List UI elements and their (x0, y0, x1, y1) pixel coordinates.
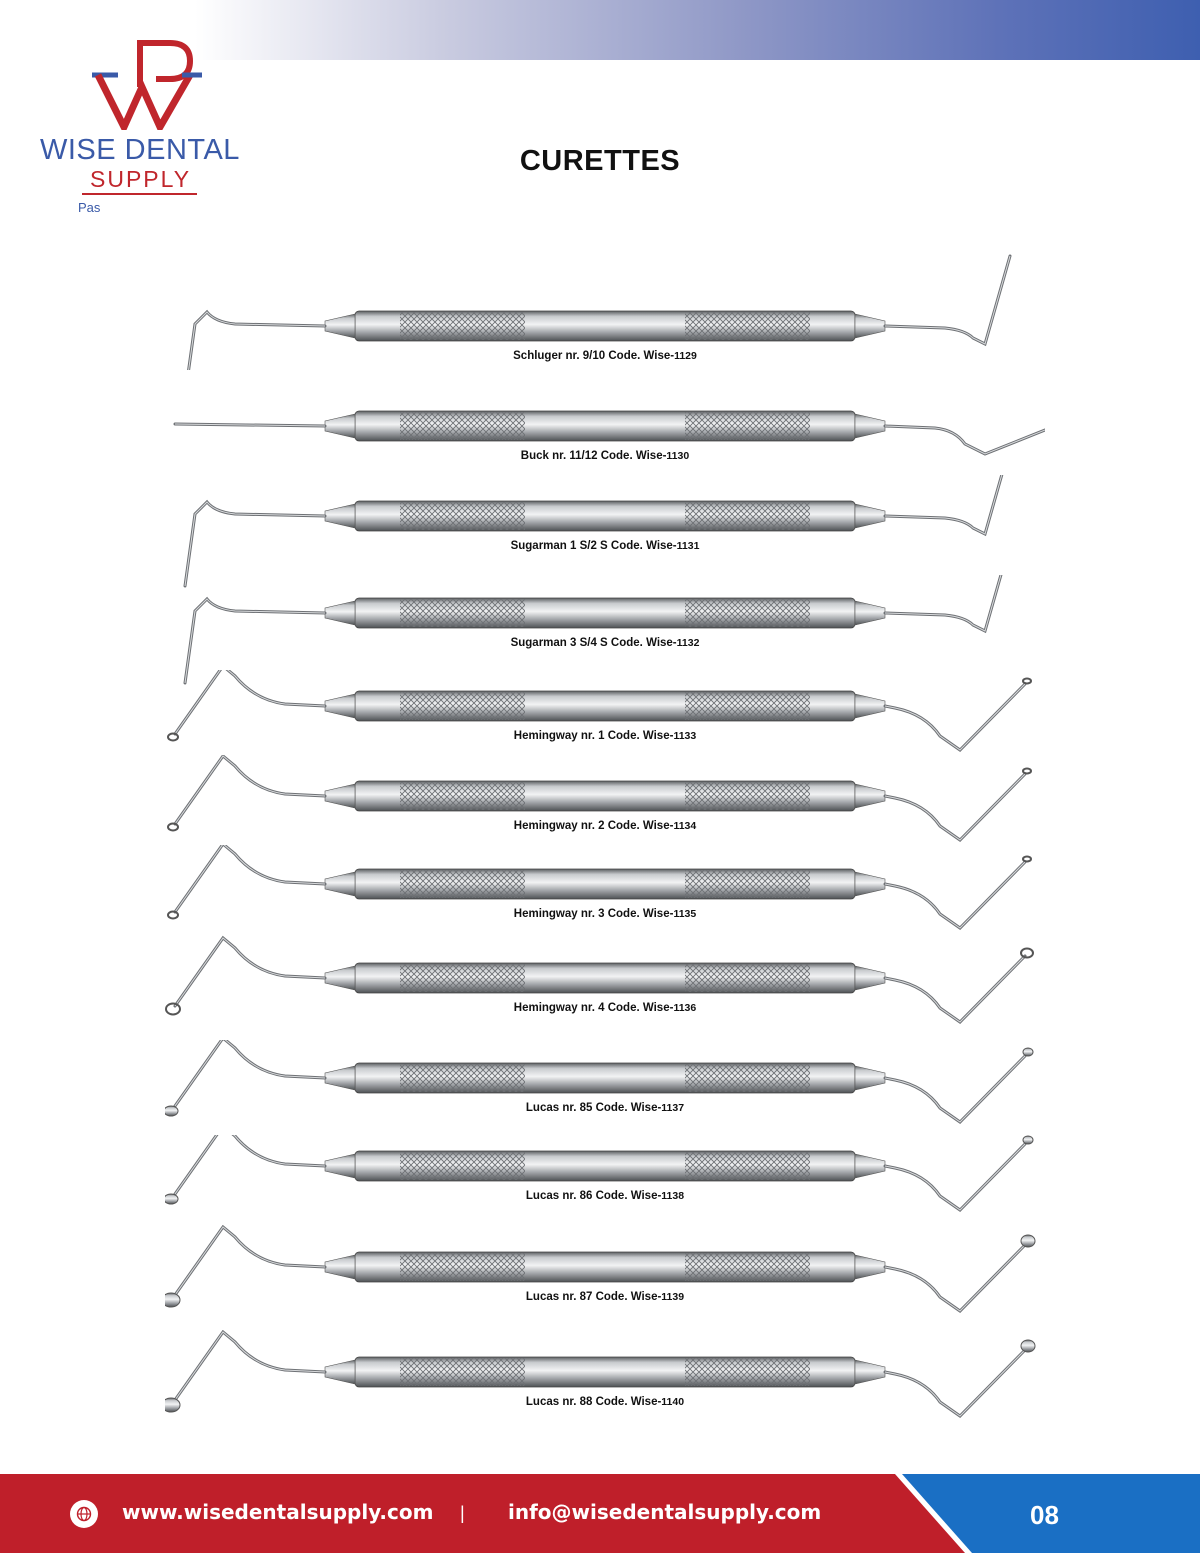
instrument-code: 1138 (661, 1190, 685, 1202)
instrument-label: Hemingway nr. 1 Code. Wise- (513, 730, 674, 742)
instrument-caption (165, 637, 1045, 649)
instrument-code: 1132 (676, 637, 700, 649)
instrument-label: Hemingway nr. 3 Code. Wise- (513, 908, 674, 920)
instrument-caption (165, 1190, 1045, 1202)
instrument-code: 1136 (673, 1002, 697, 1014)
instrument-caption (165, 350, 1045, 362)
instrument-label: Hemingway nr. 4 Code. Wise- (513, 1002, 674, 1014)
instrument-label: Sugarman 3 S/4 S Code. Wise- (510, 637, 677, 649)
instrument-code: 1129 (674, 350, 697, 362)
instrument-caption (165, 540, 1045, 552)
instrument-caption (165, 1002, 1045, 1014)
instrument-label: Buck nr. 11/12 Code. Wise- (520, 450, 667, 462)
instrument-caption (165, 820, 1045, 832)
instrument-caption (165, 908, 1045, 920)
instrument-item (165, 1225, 1045, 1315)
instrument-code: 1131 (676, 540, 700, 552)
instrument-item (165, 755, 1045, 845)
instrument-caption (165, 1102, 1045, 1114)
company-logo (30, 30, 270, 220)
page-title: CURETTES (519, 145, 681, 177)
globe-icon (70, 1500, 98, 1528)
page-number: 08 (1030, 1500, 1059, 1530)
logo-wp-monogram-icon (90, 35, 210, 130)
instrument-label: Schluger nr. 9/10 Code. Wise- (513, 350, 675, 362)
logo-subtext: Pas (78, 200, 101, 215)
instrument-item (165, 1040, 1045, 1130)
instrument-label: Lucas nr. 88 Code. Wise- (525, 1396, 662, 1408)
instrument-item (165, 575, 1045, 665)
instrument-caption (165, 730, 1045, 742)
curette-instrument-icon (165, 1330, 1045, 1450)
instrument-item (165, 475, 1045, 565)
instrument-code: 1139 (661, 1291, 685, 1303)
instrument-item (165, 935, 1045, 1025)
instrument-label: Lucas nr. 85 Code. Wise- (525, 1102, 662, 1114)
instrument-label: Lucas nr. 86 Code. Wise- (525, 1190, 662, 1202)
instrument-code: 1135 (673, 908, 697, 920)
instrument-code: 1140 (661, 1396, 685, 1408)
instrument-label: Sugarman 1 S/2 S Code. Wise- (510, 540, 677, 552)
instrument-caption (165, 1396, 1045, 1408)
instrument-code: 1134 (673, 820, 697, 832)
instrument-code: 1137 (661, 1102, 685, 1114)
instrument-label: Hemingway nr. 2 Code. Wise- (513, 820, 674, 832)
instrument-code: 1133 (673, 730, 697, 742)
footer-website-link[interactable]: www.wisedentalsupply.com (122, 1500, 434, 1524)
instrument-item (165, 670, 1045, 760)
instrument-caption (165, 1291, 1045, 1303)
instrument-item (165, 1330, 1045, 1420)
instrument-code: 1130 (666, 450, 690, 462)
instrument-item (165, 250, 1045, 362)
curette-instrument-icon (165, 1225, 1045, 1345)
instrument-item (165, 1135, 1045, 1225)
instrument-caption (165, 450, 1045, 462)
logo-supply-text: SUPPLY (90, 166, 192, 192)
instrument-label: Lucas nr. 87 Code. Wise- (525, 1291, 662, 1303)
logo-underline (82, 193, 197, 195)
header-gradient-bar (195, 0, 1200, 60)
footer-email-link[interactable]: info@wisedentalsupply.com (508, 1500, 822, 1524)
instrument-item (165, 845, 1045, 935)
footer-separator: | (460, 1503, 465, 1523)
curette-instrument-icon (165, 935, 1045, 1055)
logo-company-name: WISE DENTAL (40, 134, 240, 166)
